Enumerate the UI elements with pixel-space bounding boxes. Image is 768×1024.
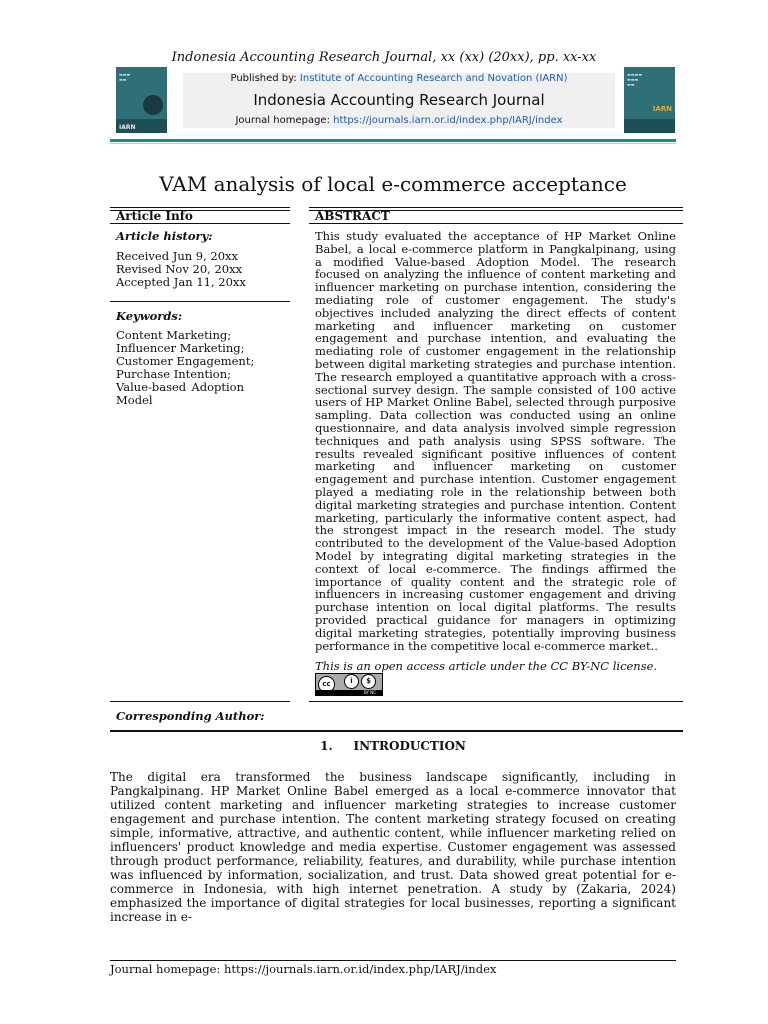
rule [309,701,683,702]
keywords-list [116,329,284,407]
revised-date: Revised Nov 20, 20xx [116,262,243,276]
keyword: Influencer Marketing; [116,341,245,355]
open-access-note: This is an open access article under the CC BY-NC license. [315,659,658,673]
cc-icon: cc [318,676,335,693]
cover-brand: IARN [119,124,136,131]
cc-by-nc-badge[interactable] [315,673,383,696]
attribution-icon: i [344,674,359,689]
rule [110,701,290,702]
cover-brand: IARN [652,105,672,113]
license-label: BY NC [316,690,382,695]
cover-decoration: ▬▬▬▬ ▬▬▬ ▬▬ [627,72,643,87]
keyword: Content Marketing; [116,328,232,342]
section-number: 1. [320,739,333,753]
journal-cover-left [116,67,167,133]
section-title: INTRODUCTION [353,739,466,753]
keyword: Purchase Intention; [116,367,231,381]
rule [309,207,683,208]
homepage-link[interactable]: https://journals.iarn.or.id/index.php/IARJ/index [333,115,563,126]
article-history-heading: Article history: [116,229,213,243]
introduction-heading [110,739,676,753]
keywords-heading: Keywords: [116,309,183,323]
running-header: Indonesia Accounting Research Journal, xx (xx) (20xx), pp. xx-xx [171,50,597,65]
rule [110,223,290,224]
footer-homepage: Journal homepage: https://journals.iarn.or.id/index.php/IARJ/index [110,962,497,976]
keyword: Value-based Adoption Model [116,380,244,407]
rule [309,223,683,224]
abstract-heading: ABSTRACT [315,209,390,223]
paper-title: VAM analysis of local e-commerce acceptance [159,172,627,196]
rule [110,301,290,302]
footer-rule [110,960,676,961]
cover-emblem-icon [143,95,163,115]
published-by-label: Published by: [230,73,297,84]
cover-decoration: ▬▬▬ ▬▬ [119,72,131,82]
publisher-line [183,73,615,84]
masthead-rule [110,139,676,142]
cover-band [624,119,675,133]
keyword: Customer Engagement; [116,354,255,368]
noncommercial-icon: $ [361,674,376,689]
masthead-rule-shadow [110,143,676,144]
accepted-date: Accepted Jan 11, 20xx [116,275,246,289]
article-history [116,250,246,289]
rule [110,730,683,732]
journal-cover-right [624,67,675,133]
journal-name: Indonesia Accounting Research Journal [253,91,545,109]
article-info-heading: Article Info [116,209,193,223]
publisher-link[interactable]: Institute of Accounting Research and Novation (IARN) [299,73,568,84]
received-date: Received Jun 9, 20xx [116,249,239,263]
abstract-text: This study evaluated the acceptance of HP Market Online Babel, a local e-commerce platform in Pangkalpinang, using a modified Value-based Adoption Model. The research focused on analyzing the influence of content marketing and influencer marketing on purchase intention, considering the mediating role of customer engagement. The study's objectives included analyzing the direct effects of content marketing and influencer marketing on customer engagement and purchase intention, and evaluating the mediating role of customer engagement in the relationship between digital marketing strategies and purchase intention. The research employed a quantitative approach with a cross-sectional survey design. The sample consisted of 100 active users of HP Market Online Babel, selected through purposive sampling. Data collection was conducted using an online questionnaire, and data analysis involved simple regression techniques and path analysis using SPSS software. The results revealed significant positive influences of content marketing and influencer marketing on customer engagement and purchase intention. Customer engagement played a mediating role in the relationship between both digital marketing strategies and purchase intention. Content marketing, particularly the informative content aspect, had the strongest impact in the research model. The study contributed to the development of the Value-based Adoption Model by integrating digital marketing strategies in the context of local e-commerce. The findings affirmed the importance of quality content and the strategic role of influencers in increasing customer engagement and driving purchase intention on local digital platforms. The results provided practical guidance for managers in optimizing digital marketing strategies, potentially improving business performance in the competitive local e-commerce market.. [315,229,676,653]
homepage-line [183,115,615,126]
corresponding-author-heading: Corresponding Author: [116,709,265,723]
homepage-label: Journal homepage: [235,115,330,126]
rule [110,207,290,208]
introduction-text: The digital era transformed the business landscape significantly, including in Pangkalpinang. HP Market Online Babel emerged as a local e-commerce innovator that utilized content marketing and influencer marketing strategies to increase customer engagement and purchase intention. The content marketing strategy focused on creating simple, informative, attractive, and authentic content, while influencer marketing relied on influencers' product knowledge and media expertise. Customer engagement was assessed through product performance, reliability, features, and durability, while purchase intention was influenced by information, socialization, and trust. Data showed great potential for e-commerce in Indonesia, with high internet penetration. A study by (Zakaria, 2024) emphasized the importance of digital strategies for local businesses, reporting a significant increase in e- [110,770,676,924]
